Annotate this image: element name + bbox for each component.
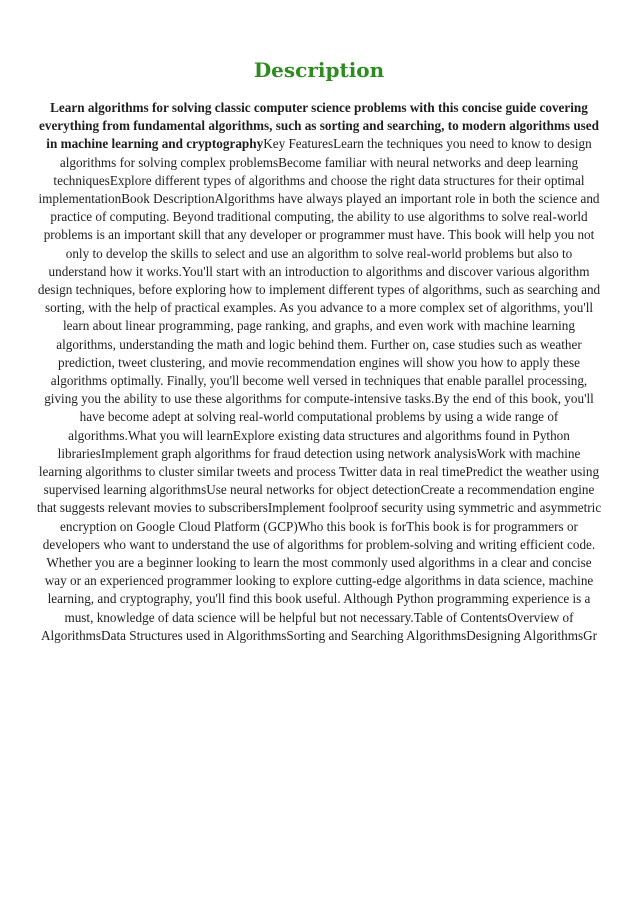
description-paragraph: [36, 99, 602, 645]
description-body-text: Key FeaturesLearn the techniques you need to know to design algorithms for solving complex problemsBecome familiar with neural networks and deep learning techniquesExplore different types of algorithms and choose the right data structures for their optimal implementationBook DescriptionAlgorithms have always played an important role in both the science and practice of computing. Beyond traditional computing, the ability to use algorithms to solve real-world problems is an important skill that any developer or programmer must have. This book will help you not only to develop the skills to select and use an algorithm to solve real-world problems but also to understand how it works.You'll start with an introduction to algorithms and discover various algorithm design techniques, before exploring how to implement different types of algorithms, such as searching and sorting, with the help of practical examples. As you advance to a more complex set of algorithms, you'll learn about linear programming, page ranking, and graphs, and even work with machine learning algorithms, understanding the math and logic behind them. Further on, case studies such as weather prediction, tweet clustering, and movie recommendation engines will show you how to apply these algorithms optimally. Finally, you'll become well versed in techniques that enable parallel processing, giving you the ability to use these algorithms for compute-intensive tasks.By the end of this book, you'll have become adept at solving real-world computational problems by using a wide range of algorithms.What you will learnExplore existing data structures and algorithms found in Python librariesImplement graph algorithms for fraud detection using network analysisWork with machine learning algorithms to cluster similar tweets and process Twitter data in real timePredict the weather using supervised learning algorithmsUse neural networks for object detectionCreate a recommendation engine that suggests relevant movies to subscribersImplement foolproof security using symmetric and asymmetric encryption on Google Cloud Platform (GCP)Who this book is forThis book is for programmers or developers who want to understand the use of algorithms for problem-solving and writing efficient code. Whether you are a beginner looking to learn the most commonly used algorithms in a clear and concise way or an experienced programmer looking to explore cutting-edge algorithms in data science, machine learning, and cryptography, you'll find this book useful. Although Python programming experience is a must, knowledge of data science will be helpful but not necessary.Table of ContentsOverview of AlgorithmsData Structures used in AlgorithmsSorting and Searching AlgorithmsDesigning AlgorithmsGr: [36, 136, 602, 643]
description-lead-bold: Learn algorithms for solving classic computer science problems with this concise guide covering everything from fundamental algorithms, such as sorting and searching, to modern algorithms used in machine learning and cryptography: [39, 100, 599, 152]
page-title: Description: [253, 58, 385, 82]
